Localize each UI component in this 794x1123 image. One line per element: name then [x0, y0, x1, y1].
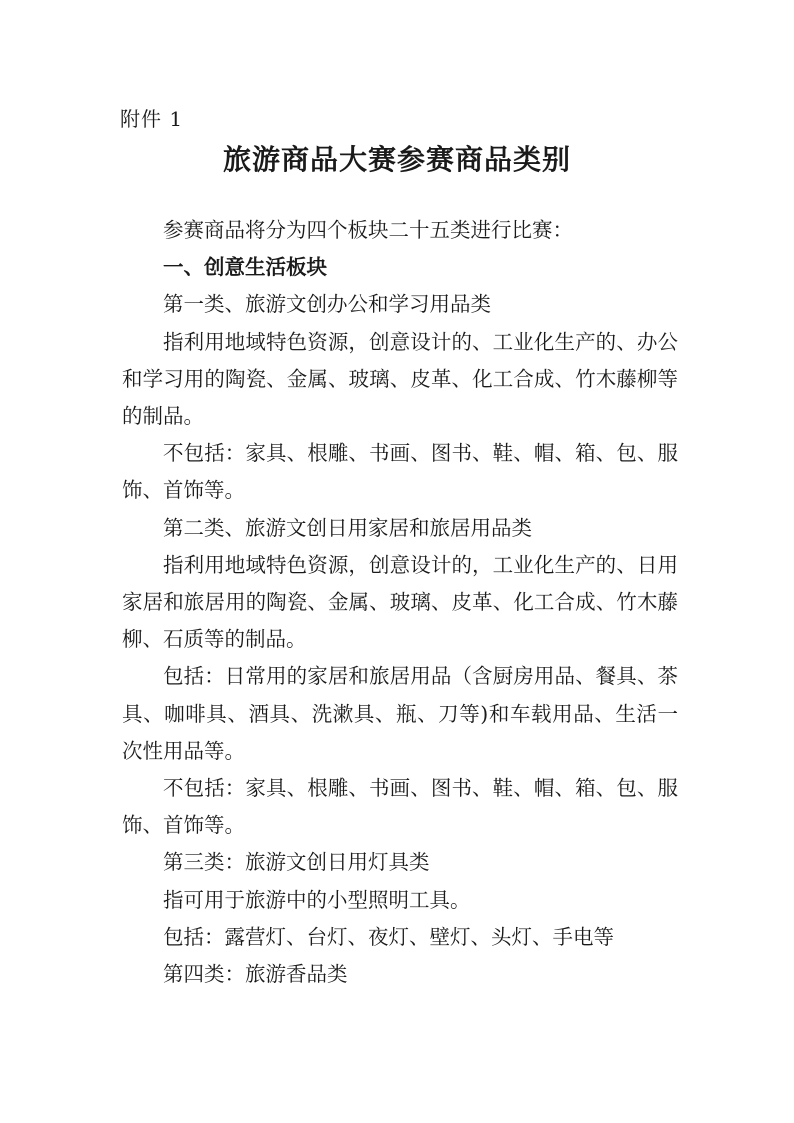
attachment-label: 附件 1 [120, 107, 184, 131]
category-heading: 第二类、旅游文创日用家居和旅居用品类 [163, 515, 532, 540]
category-inclusions: 包括：日常用的家居和旅居用品（含厨房用品、餐具、茶具、咖啡具、酒具、洗漱具、瓶、刀等)和车载用品、生活一次性用品等。 [122, 664, 678, 763]
category-description: 指利用地域特色资源，创意设计的，工业化生产的、日用家居和旅居用的陶瓷、金属、玻璃、皮革、化工合成、竹木藤柳、石质等的制品。 [122, 552, 678, 652]
category-exclusions: 不包括：家具、根雕、书画、图书、鞋、帽、箱、包、服饰、首饰等。 [122, 441, 678, 503]
category-heading: 第一类、旅游文创办公和学习用品类 [163, 292, 491, 317]
intro-paragraph: 参赛商品将分为四个板块二十五类进行比赛： [163, 218, 573, 242]
category-description: 指利用地域特色资源，创意设计的、工业化生产的、办公和学习用的陶瓷、金属、玻璃、皮革、化工合成、竹木藤柳等的制品。 [122, 329, 678, 429]
section-heading: 一、创意生活板块 [163, 255, 327, 280]
document-body [122, 212, 678, 993]
category-description: 指可用于旅游中的小型照明工具。 [163, 887, 471, 912]
category-inclusions: 包括：露营灯、台灯、夜灯、壁灯、头灯、手电等 [163, 924, 614, 949]
category-exclusions: 不包括：家具、根雕、书画、图书、鞋、帽、箱、包、服饰、首饰等。 [122, 776, 678, 838]
document-title: 旅游商品大赛参赛商品类别 [222, 143, 571, 176]
category-heading: 第四类：旅游香品类 [163, 962, 348, 987]
category-heading: 第三类：旅游文创日用灯具类 [163, 850, 430, 875]
